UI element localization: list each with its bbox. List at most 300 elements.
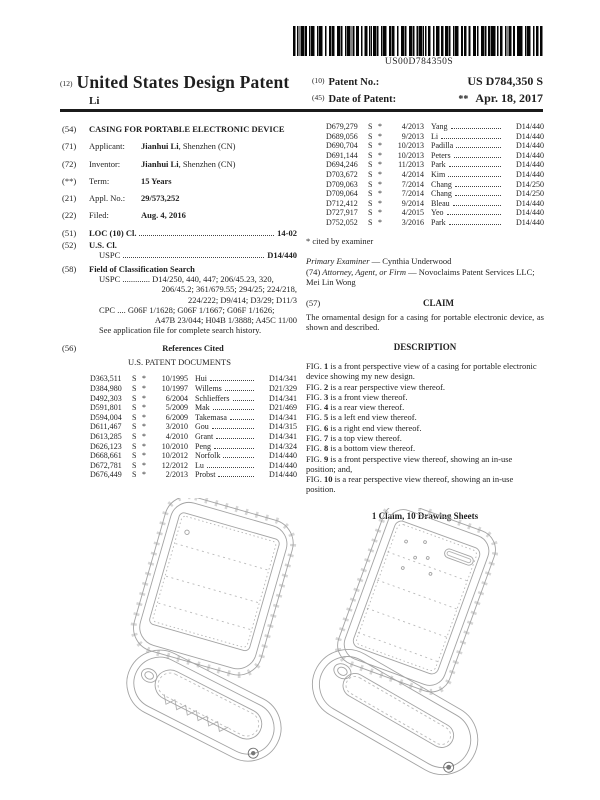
reference-row (326, 141, 544, 151)
dot-leader (454, 157, 501, 158)
field-search-line: USPC ............. D14/250, 440, 447; 206/45.23, 320, (99, 273, 274, 284)
fig-label: FIG. (306, 412, 322, 423)
dot-leader (213, 409, 254, 410)
bib-field-row (62, 193, 297, 203)
ref-kind: S (132, 412, 137, 422)
bib-fields (62, 141, 297, 220)
ref-number: D709,064 (326, 189, 358, 199)
ref-date: 5/2009 (165, 403, 188, 413)
ref-name: Norfolk (195, 451, 221, 461)
bib-field-row (62, 176, 297, 186)
ref-class: D14/440 (516, 169, 544, 179)
ref-class: D14/440 (269, 460, 297, 470)
ref-number: D752,052 (326, 217, 358, 227)
claim-heading-row (306, 298, 544, 308)
reference-row (90, 451, 297, 461)
ref-class: D14/440 (516, 198, 544, 208)
ref-name: Takemasa (195, 412, 227, 422)
us-cl-label: U.S. Cl. (89, 240, 117, 251)
ref-star: * (378, 160, 382, 170)
front-perspective-drawing (108, 498, 298, 788)
ref-number: D727,917 (326, 208, 358, 218)
ref-number: D613,285 (90, 431, 122, 441)
ref-date: 10/1995 (161, 374, 188, 384)
uspc-label: USPC (99, 250, 121, 261)
bib-field-row (62, 159, 297, 169)
inventor-surname: Li (89, 95, 100, 107)
ref-kind: S (132, 451, 137, 461)
figure-description-line (306, 382, 544, 392)
section-tag: (52) (62, 240, 77, 251)
rear-perspective-drawing (298, 508, 498, 798)
figure-descriptions (306, 361, 544, 495)
ref-name: Gou (195, 422, 209, 432)
claim-heading: CLAIM (423, 297, 454, 308)
dot-leader (455, 186, 501, 187)
ref-name: Padilla (431, 141, 454, 151)
field-search-lines (99, 274, 297, 336)
fig-text: is a rear perspective view thereof, showing an in-use position. (306, 474, 514, 495)
field-value: Jianhui Li (141, 158, 179, 169)
ref-class: D14/341 (269, 431, 297, 441)
fig-label: FIG. (306, 402, 322, 413)
ref-name: Hui (195, 374, 207, 384)
us-cl-section (62, 240, 297, 261)
ref-class: D14/440 (516, 217, 544, 227)
ref-kind: S (132, 393, 137, 403)
reference-row (90, 470, 297, 480)
ref-star: * (378, 122, 382, 131)
ref-name: Chang (431, 189, 452, 199)
dot-leader (451, 128, 501, 129)
ref-date: 10/2013 (397, 141, 424, 151)
ref-class: D14/341 (269, 412, 297, 422)
header-right (312, 72, 543, 108)
dot-leader (230, 419, 254, 420)
ref-date: 10/1997 (161, 383, 188, 393)
section-tag: (21) (62, 193, 77, 204)
primary-examiner-line (306, 256, 544, 266)
section-tag: (56) (62, 342, 77, 353)
field-search-line: A47B 23/044; H04B 1/3888; A45C 11/00 (154, 315, 297, 326)
term-asterisks: ** (458, 94, 469, 105)
field-value-rest: , Shenzhen (CN) (178, 158, 236, 169)
reference-row (326, 132, 544, 142)
attorney-label: Attorney, Agent, or Firm (322, 267, 406, 278)
reference-row (326, 189, 544, 199)
reference-row (326, 122, 544, 132)
ref-class: D21/469 (269, 403, 297, 413)
dot-leader (225, 390, 254, 391)
references-table-left (62, 374, 297, 480)
figure-description-line (306, 443, 544, 453)
ref-kind: S (368, 160, 373, 170)
fig-text: is a rear view thereof. (330, 402, 405, 413)
fig-number: 9 (323, 453, 329, 464)
ref-kind: S (368, 208, 373, 218)
ref-date: 7/2014 (401, 179, 424, 189)
ref-star: * (378, 198, 382, 208)
fig-number: 1 (323, 360, 329, 371)
ref-date: 4/2014 (401, 169, 424, 179)
ref-name: Chang (431, 179, 452, 189)
field-search-line: 206/45.2; 361/679.55; 294/25; 224/218, (161, 284, 297, 295)
ref-star: * (142, 393, 146, 403)
fig-text: is a bottom view thereof. (330, 443, 416, 454)
field-value: 15 Years (141, 175, 172, 186)
dot-leader (214, 448, 254, 449)
fig-number: 6 (323, 422, 329, 433)
ref-number: D672,781 (90, 460, 122, 470)
ref-kind: S (132, 383, 137, 393)
ref-class: D14/341 (269, 393, 297, 403)
ref-date: 7/2014 (401, 189, 424, 199)
field-label: Inventor: (89, 158, 121, 169)
reference-row (90, 461, 297, 471)
ref-star: * (378, 179, 382, 189)
ref-kind: S (132, 460, 137, 470)
reference-row (326, 199, 544, 209)
reference-row (90, 403, 297, 413)
dot-leader (453, 205, 501, 206)
fig-number: 4 (323, 402, 329, 413)
attorney-value: Novoclaims Patent Services LLC; Mei Lin Wong (306, 267, 535, 288)
dot-leader (139, 235, 274, 236)
dot-leader (233, 400, 254, 401)
field-label: Filed: (89, 210, 109, 221)
reference-row (326, 170, 544, 180)
ref-kind: S (368, 131, 373, 141)
section-tag: (57) (306, 297, 321, 308)
section-tag: (74) (306, 267, 321, 278)
loc-label: LOC (10) Cl. (89, 227, 137, 238)
reference-row (90, 384, 297, 394)
ref-class: D21/329 (269, 383, 297, 393)
fig-label: FIG. (306, 474, 322, 485)
field-search-line: CPC .... G06F 1/1628; G06F 1/1667; G06F 1/1626; (99, 304, 275, 315)
ref-star: * (378, 217, 382, 227)
fig-text: is a right end view thereof. (330, 422, 422, 433)
examiner-label: Primary Examiner (306, 255, 370, 266)
ref-kind: S (368, 150, 373, 160)
title-section (62, 124, 297, 134)
ref-number: D690,704 (326, 141, 358, 151)
ref-date: 4/2010 (165, 431, 188, 441)
kind-code-tag: (12) (60, 79, 73, 88)
ref-number: D676,449 (90, 470, 122, 480)
patent-number: US D784,350 S (467, 74, 543, 88)
left-column (62, 124, 297, 480)
fig-label: FIG. (306, 381, 322, 392)
ref-kind: S (132, 422, 137, 432)
ref-name: Lu (195, 460, 204, 470)
reference-row (90, 413, 297, 423)
ref-class: D14/440 (516, 160, 544, 170)
bib-field-row (62, 210, 297, 220)
section-tag: (58) (62, 263, 77, 274)
dot-leader (123, 257, 264, 258)
em-dash: — (371, 255, 381, 266)
ref-date: 10/2013 (397, 150, 424, 160)
bib-field-row (62, 141, 297, 151)
fig-number: 3 (323, 391, 329, 402)
ref-number: D691,144 (326, 150, 358, 160)
attorney-line (306, 267, 544, 288)
ref-number: D668,661 (90, 451, 122, 461)
dot-leader (218, 476, 254, 477)
ref-date: 4/2015 (401, 208, 424, 218)
ref-star: * (378, 141, 382, 151)
ref-kind: S (132, 403, 137, 413)
ref-star: * (378, 150, 382, 160)
reference-row (326, 160, 544, 170)
ref-date: 6/2009 (165, 412, 188, 422)
ref-name: Peng (195, 441, 211, 451)
fig-number: 10 (323, 474, 333, 485)
field-search-line: 224/222; D9/414; D3/29; D11/3 (187, 294, 297, 305)
ref-kind: S (368, 122, 373, 131)
ref-kind: S (368, 217, 373, 227)
ref-star: * (378, 189, 382, 199)
section-tag: (51) (62, 227, 77, 238)
fig-text: is a front view thereof. (330, 391, 408, 402)
ref-star: * (142, 403, 146, 413)
ref-name: Bleau (431, 198, 450, 208)
field-label: Appl. No.: (89, 193, 126, 204)
references-table-right (306, 122, 544, 228)
ref-date: 2/2013 (165, 470, 188, 480)
dot-leader (455, 195, 501, 196)
fig-text: is a rear perspective view thereof. (330, 381, 446, 392)
reference-row (326, 208, 544, 218)
description-heading: DESCRIPTION (393, 341, 457, 352)
ref-class: D14/315 (269, 422, 297, 432)
dot-leader (223, 457, 254, 458)
reference-row (90, 374, 297, 384)
dot-leader (449, 166, 501, 167)
figure-description-line (306, 392, 544, 402)
fig-number: 7 (323, 432, 329, 443)
barcode-text: US00D784350S (384, 57, 454, 67)
figure-description-line (306, 474, 544, 495)
ref-date: 6/2004 (165, 393, 188, 403)
ref-class: D14/440 (516, 122, 544, 131)
section-tag: (54) (62, 124, 77, 134)
ref-number: D709,063 (326, 179, 358, 189)
fig-text: is a left end view thereof. (330, 412, 417, 423)
ref-star: * (142, 441, 146, 451)
dot-leader (212, 428, 254, 429)
ref-name: Li (431, 131, 439, 141)
figure-description-line (306, 361, 544, 382)
fig-text: is a front perspective view of a casing for portable electronic device showing my new design. (306, 360, 537, 382)
ref-number: D626,123 (90, 441, 122, 451)
barcode-block (293, 26, 545, 67)
ref-star: * (142, 460, 146, 470)
dot-leader (210, 380, 254, 381)
ref-number: D363,511 (90, 374, 122, 384)
figure-description-line (306, 454, 544, 475)
ref-star: * (142, 412, 146, 422)
fig-number: 5 (323, 412, 329, 423)
dot-leader (441, 138, 501, 139)
field-value: Jianhui Li (141, 141, 179, 152)
fig-number: 2 (323, 381, 329, 392)
ref-number: D712,412 (326, 198, 358, 208)
reference-row (90, 432, 297, 442)
ref-number: D703,672 (326, 169, 358, 179)
ref-number: D611,467 (90, 422, 122, 432)
fig-label: FIG. (306, 453, 322, 464)
ref-kind: S (132, 431, 137, 441)
section-tag: (72) (62, 158, 77, 169)
header (60, 72, 543, 108)
ref-kind: S (368, 141, 373, 151)
us-patent-documents-heading: U.S. PATENT DOCUMENTS (128, 357, 231, 368)
field-value: Aug. 4, 2016 (141, 210, 186, 221)
ref-class: D14/440 (516, 141, 544, 151)
ref-class: D14/250 (516, 189, 544, 199)
ref-kind: S (132, 374, 137, 384)
date-label: Date of Patent: (328, 94, 397, 105)
ref-name: Park (431, 160, 446, 170)
ref-date: 10/2010 (161, 441, 188, 451)
ref-star: * (142, 374, 146, 384)
dot-leader (448, 176, 501, 177)
reference-row (326, 218, 544, 228)
fig-number: 8 (323, 443, 329, 454)
ref-class: D14/440 (269, 470, 297, 480)
fig-label: FIG. (306, 422, 322, 433)
ref-star: * (142, 451, 146, 461)
examiner-name: Cynthia Underwood (382, 255, 452, 266)
barcode-image (293, 26, 545, 56)
ref-date: 3/2010 (165, 422, 188, 432)
ref-class: D14/341 (269, 374, 297, 384)
ref-name: Park (431, 217, 446, 227)
ref-star: * (378, 131, 382, 141)
ref-date: 11/2013 (398, 160, 424, 170)
ref-number: D679,279 (326, 122, 358, 131)
ref-name: Probst (195, 470, 216, 480)
loc-section (62, 228, 297, 238)
ref-date: 10/2012 (161, 451, 188, 461)
ref-name: Willems (195, 383, 222, 393)
ref-date: 3/2016 (401, 217, 424, 227)
header-rule (60, 109, 543, 112)
dot-leader (449, 224, 501, 225)
ref-number: D694,246 (326, 160, 358, 170)
ref-star: * (142, 422, 146, 432)
figure-description-line (306, 423, 544, 433)
claim-text: The ornamental design for a casing for portable electronic device, as shown and described. (306, 312, 544, 333)
patent-no-tag: (10) (312, 76, 325, 85)
ref-name: Schlieffers (195, 393, 230, 403)
fig-label: FIG. (306, 432, 322, 443)
field-value-rest: , Shenzhen (CN) (178, 141, 236, 152)
reference-row (90, 442, 297, 452)
dot-leader (447, 214, 501, 215)
ref-date: 4/2013 (401, 122, 424, 131)
ref-number: D591,801 (90, 403, 122, 413)
right-column (306, 122, 544, 521)
ref-kind: S (368, 179, 373, 189)
dot-leader (207, 467, 254, 468)
fig-label: FIG. (306, 443, 322, 454)
field-search-section (62, 264, 297, 336)
fig-text: is a front perspective view thereof, showing an in-use position; and, (306, 453, 513, 474)
fig-text: is a top view thereof. (330, 432, 402, 443)
ref-name: Grant (195, 431, 214, 441)
figure-description-line (306, 433, 544, 443)
field-search-line: See application file for complete search history. (99, 325, 262, 336)
field-search-heading: Field of Classification Search (89, 263, 195, 274)
dot-leader (216, 438, 254, 439)
figure-description-line (306, 402, 544, 412)
claims-sheets-note: 1 Claim, 10 Drawing Sheets (371, 510, 479, 521)
section-tag: (**) (62, 175, 77, 186)
figure-description-line (306, 412, 544, 422)
fig-label: FIG. (306, 360, 322, 371)
loc-value: 14-02 (277, 227, 297, 238)
ref-number: D594,004 (90, 412, 122, 422)
ref-kind: S (368, 169, 373, 179)
ref-star: * (378, 169, 382, 179)
ref-name: Peters (431, 150, 451, 160)
reference-row (326, 180, 544, 190)
invention-title: CASING FOR PORTABLE ELECTRONIC DEVICE (89, 124, 285, 134)
section-tag: (71) (62, 141, 77, 152)
reference-row (326, 151, 544, 161)
cited-by-examiner-note: * cited by examiner (306, 235, 374, 246)
dot-leader (456, 147, 501, 148)
ref-number: D689,056 (326, 131, 358, 141)
field-label: Term: (89, 175, 110, 186)
ref-kind: S (132, 441, 137, 451)
ref-kind: S (132, 470, 137, 480)
section-tag: (22) (62, 210, 77, 221)
ref-number: D384,980 (90, 383, 122, 393)
ref-star: * (142, 383, 146, 393)
patent-date: Apr. 18, 2017 (475, 91, 543, 105)
field-label: Applicant: (89, 141, 125, 152)
ref-kind: S (368, 189, 373, 199)
reference-row (90, 394, 297, 404)
references-heading: References Cited (162, 342, 224, 353)
ref-class: D14/250 (516, 179, 544, 189)
ref-date: 12/2012 (161, 460, 188, 470)
ref-name: Yang (431, 122, 448, 131)
ref-class: D14/440 (516, 208, 544, 218)
fig-label: FIG. (306, 391, 322, 402)
ref-name: Kim (431, 169, 446, 179)
references-heading-row (62, 343, 297, 353)
ref-date: 9/2013 (401, 131, 424, 141)
ref-name: Yeo (431, 208, 444, 218)
field-value: 29/573,252 (141, 193, 180, 204)
ref-class: D14/440 (516, 131, 544, 141)
patent-no-label: Patent No.: (328, 77, 380, 88)
ref-name: Mak (195, 403, 210, 413)
ref-class: D14/440 (269, 451, 297, 461)
ref-kind: S (368, 198, 373, 208)
uspc-value: D14/440 (267, 250, 297, 261)
ref-star: * (378, 208, 382, 218)
header-left (60, 72, 312, 108)
reference-row (90, 422, 297, 432)
ref-date: 9/2014 (401, 198, 424, 208)
document-title: United States Design Patent (76, 72, 290, 92)
